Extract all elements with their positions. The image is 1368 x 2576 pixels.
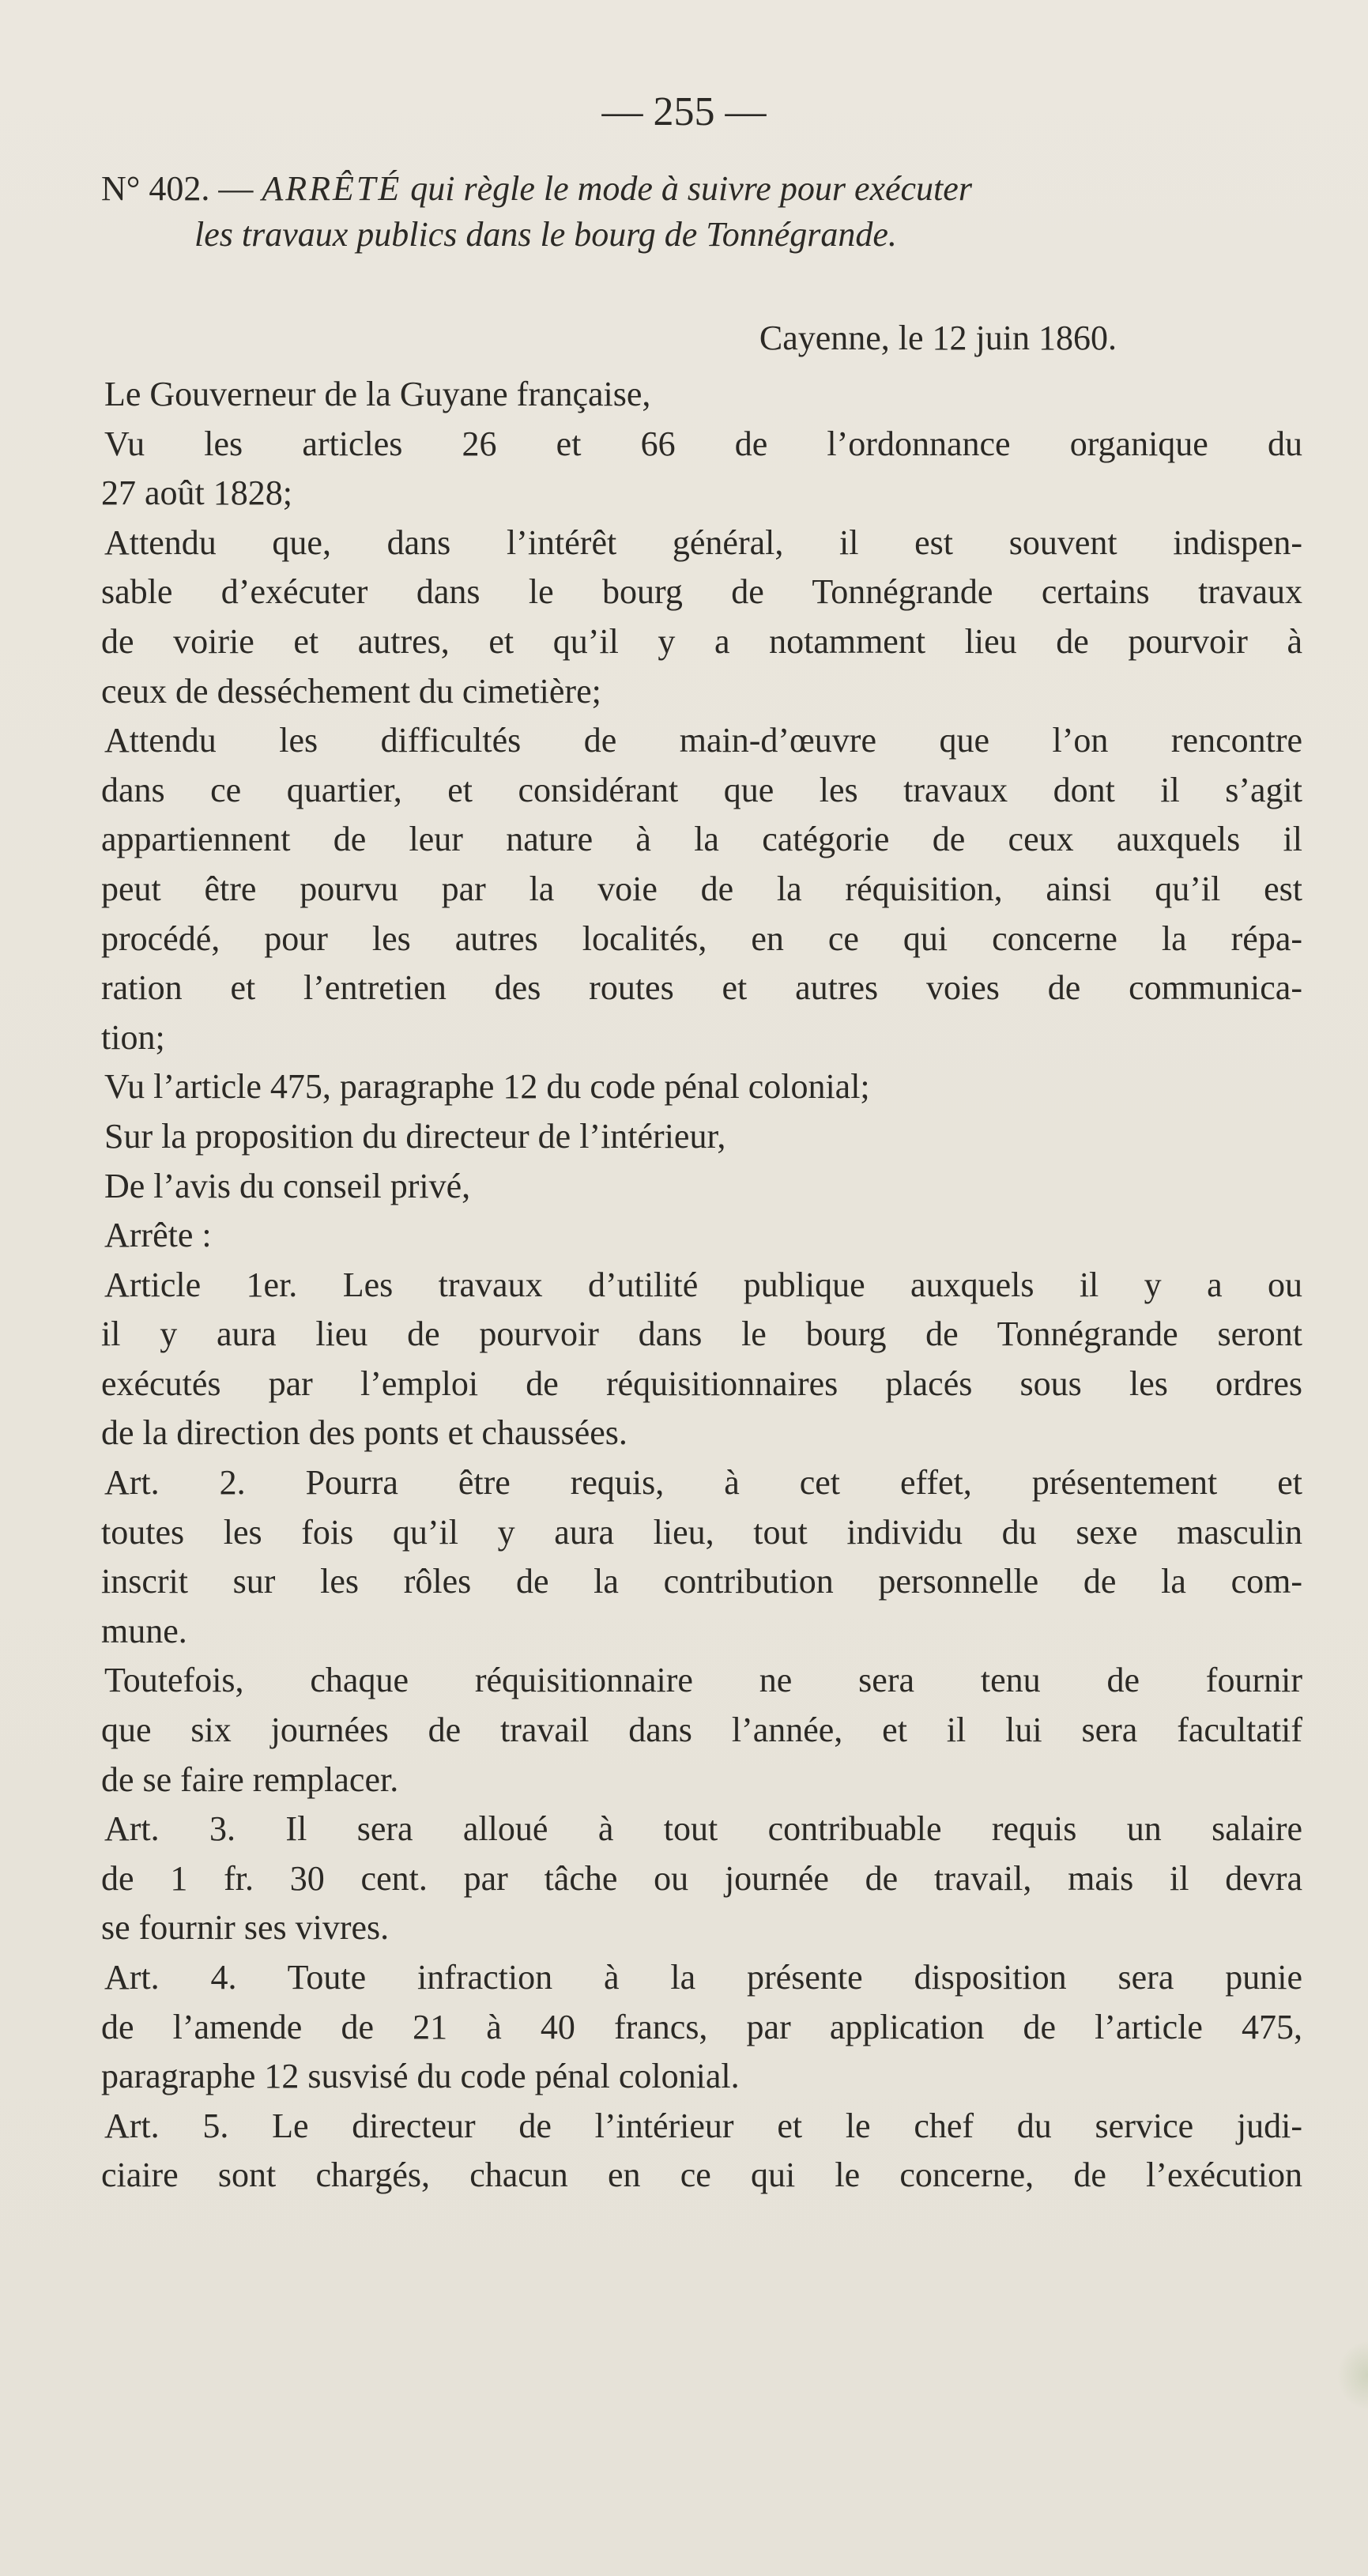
text-line: de 1 fr. 30 cent. par tâche ou journée de travail, mais il devra [101,1858,1302,1898]
text-line: tion; [101,1017,165,1057]
text-line: Arrête : [104,1216,212,1255]
text-line: Art. 5. Le directeur de l’intérieur et le chef du service judi- [104,2106,1302,2145]
text-line: Sur la proposition du directeur de l’intérieur, [104,1116,726,1156]
text-line: sable d’exécuter dans le bourg de Tonnégrande certains travaux [101,572,1302,612]
text-line: inscrit sur les rôles de la contribution personnelle de la com- [101,1562,1302,1601]
text-line: de la direction des ponts et chaussées. [101,1413,627,1453]
document-heading [101,166,1318,258]
text-line: Article 1er. Les travaux d’utilité publique auxquels il y a ou [104,1265,1302,1304]
text-line: Toutefois, chaque réquisitionnaire ne sera tenu de fournir [104,1661,1302,1700]
text-line: procédé, pour les autres localités, en ce qui concerne la répa- [101,918,1302,958]
text-line: peut être pourvu par la voie de la réquisition, ainsi qu’il est [101,869,1302,908]
text-line: Art. 2. Pourra être requis, à cet effet, présentement et [104,1463,1302,1503]
text-line: se fournir ses vivres. [101,1908,390,1948]
text-line: Vu les articles 26 et 66 de l’ordonnance organique du [104,424,1302,463]
heading-title-line2: les travaux publics dans le bourg de Tonnégrande. [194,215,897,254]
text-line: Attendu les difficultés de main-d’œuvre que l’on rencontre [104,721,1302,760]
document-date: Cayenne, le 12 juin 1860. [759,319,1117,357]
text-line: il y aura lieu de pourvoir dans le bourg de Tonnégrande seront [101,1314,1302,1354]
text-line: exécutés par l’emploi de réquisitionnaires placés sous les ordres [101,1363,1302,1403]
text-line: toutes les fois qu’il y aura lieu, tout individu du sexe masculin [101,1512,1302,1552]
text-line: Le Gouverneur de la Guyane française, [104,375,651,413]
heading-number: N° 402. — [101,169,262,208]
text-line: dans ce quartier, et considérant que les travaux dont il s’agit [101,770,1302,809]
text-line: 27 août 1828; [101,473,292,513]
text-line: Vu l’article 475, paragraphe 12 du code pénal colonial; [104,1067,870,1107]
document-body [101,370,1302,2201]
heading-title-rest: qui règle le mode à suivre pour exécuter [401,169,972,208]
text-line: ceux de desséchement du cimetière; [101,671,601,711]
text-line: que six journées de travail dans l’année, et il lui sera facultatif [101,1710,1302,1750]
page-stain [1336,2340,1368,2411]
text-line: appartiennent de leur nature à la catégorie de ceux auxquels il [101,820,1302,859]
text-line: Art. 4. Toute infraction à la présente disposition sera punie [104,1958,1302,1997]
page-number: — 255 — [601,89,767,134]
text-line: mune. [101,1611,187,1650]
text-line: ciaire sont chargés, chacun en ce qui le concerne, de l’exécution [101,2155,1302,2195]
text-line: de se faire remplacer. [101,1759,399,1799]
text-line: De l’avis du conseil privé, [104,1166,471,1205]
text-line: de l’amende de 21 à 40 francs, par application de l’article 475, [101,2007,1302,2046]
text-line: Art. 3. Il sera alloué à tout contribuable requis un salaire [104,1809,1302,1849]
text-line: paragraphe 12 susvisé du code pénal colonial. [101,2057,740,2096]
heading-title-word: ARRÊTÉ [262,169,402,208]
text-line: de voirie et autres, et qu’il y a notamment lieu de pourvoir à [101,621,1302,661]
text-line: Attendu que, dans l’intérêt général, il est souvent indispen- [104,522,1302,562]
text-line: ration et l’entretien des routes et autres voies de communica- [101,968,1302,1008]
